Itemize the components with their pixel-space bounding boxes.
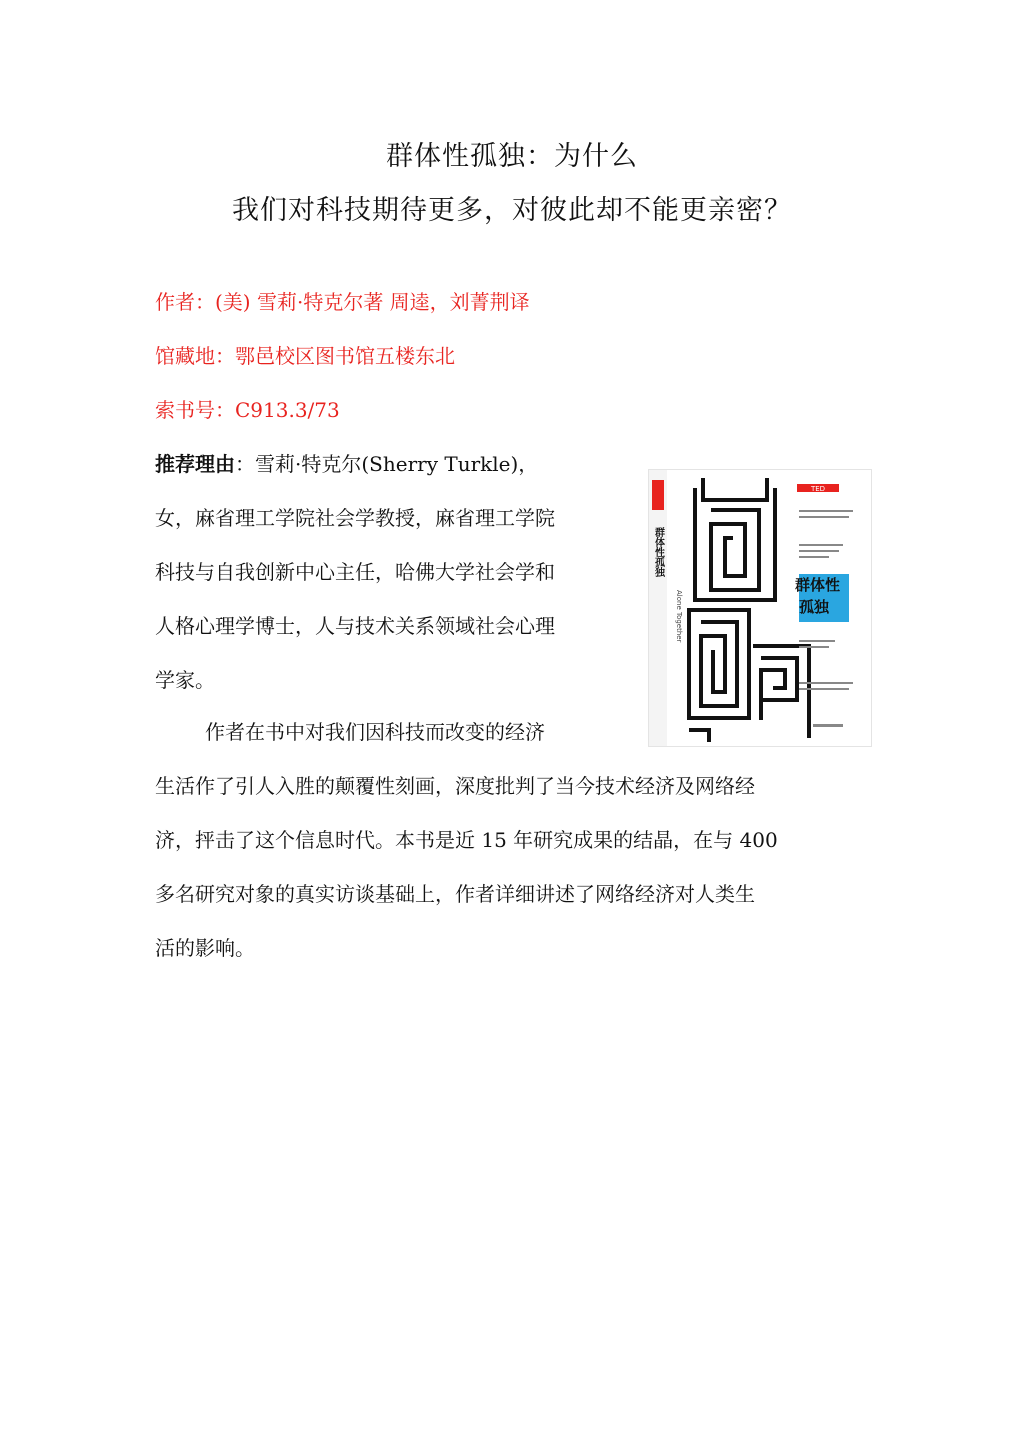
english-title: Alone Together xyxy=(675,590,683,643)
reason-label: 推荐理由 xyxy=(155,452,235,476)
call-number-line: 索书号：C913.3/73 xyxy=(155,398,340,422)
paragraph-2-line-2: 生活作了引人入胜的颠覆性刻画，深度批判了当今技术经济及网络经 xyxy=(155,774,755,798)
paragraph-2-line-5: 活的影响。 xyxy=(155,936,255,960)
reason-line-5: 学家。 xyxy=(155,668,215,692)
book-cover-art xyxy=(649,470,871,746)
reason-line-4: 人格心理学博士，人与技术关系领域社会心理 xyxy=(155,614,555,638)
reason-line-1 xyxy=(155,448,538,477)
maze-graphic xyxy=(689,478,809,742)
title-line-1: 群体性孤独：为什么 xyxy=(386,141,638,172)
cover-badge: TED xyxy=(810,485,826,493)
reason-text-1: ：雪莉·特克尔(Sherry Turkle)， xyxy=(235,452,539,476)
paragraph-2-line-3: 济，抨击了这个信息时代。本书是近 15 年研究成果的结晶，在与 400 xyxy=(155,828,778,852)
location-line: 馆藏地：鄂邑校区图书馆五楼东北 xyxy=(155,344,455,368)
author-line: 作者：(美) 雪莉·特克尔著 周逵，刘菁荆译 xyxy=(155,290,530,314)
paragraph-2-line-4: 多名研究对象的真实访谈基础上，作者详细讲述了网络经济对人类生 xyxy=(155,882,755,906)
reason-line-3: 科技与自我创新中心主任，哈佛大学社会学和 xyxy=(155,560,555,584)
reason-line-2: 女，麻省理工学院社会学教授，麻省理工学院 xyxy=(155,506,555,530)
spine-title: 群体性孤独 xyxy=(652,527,664,577)
paragraph-2-line-1: 作者在书中对我们因科技而改变的经济 xyxy=(205,720,545,744)
cover-title-1: 群体性 xyxy=(795,576,841,594)
cover-title-2: 孤独 xyxy=(799,598,830,616)
title-line-2: 我们对科技期待更多，对彼此却不能更亲密？ xyxy=(232,195,792,226)
book-cover-image xyxy=(648,469,872,747)
spine-red-mark xyxy=(652,480,664,510)
